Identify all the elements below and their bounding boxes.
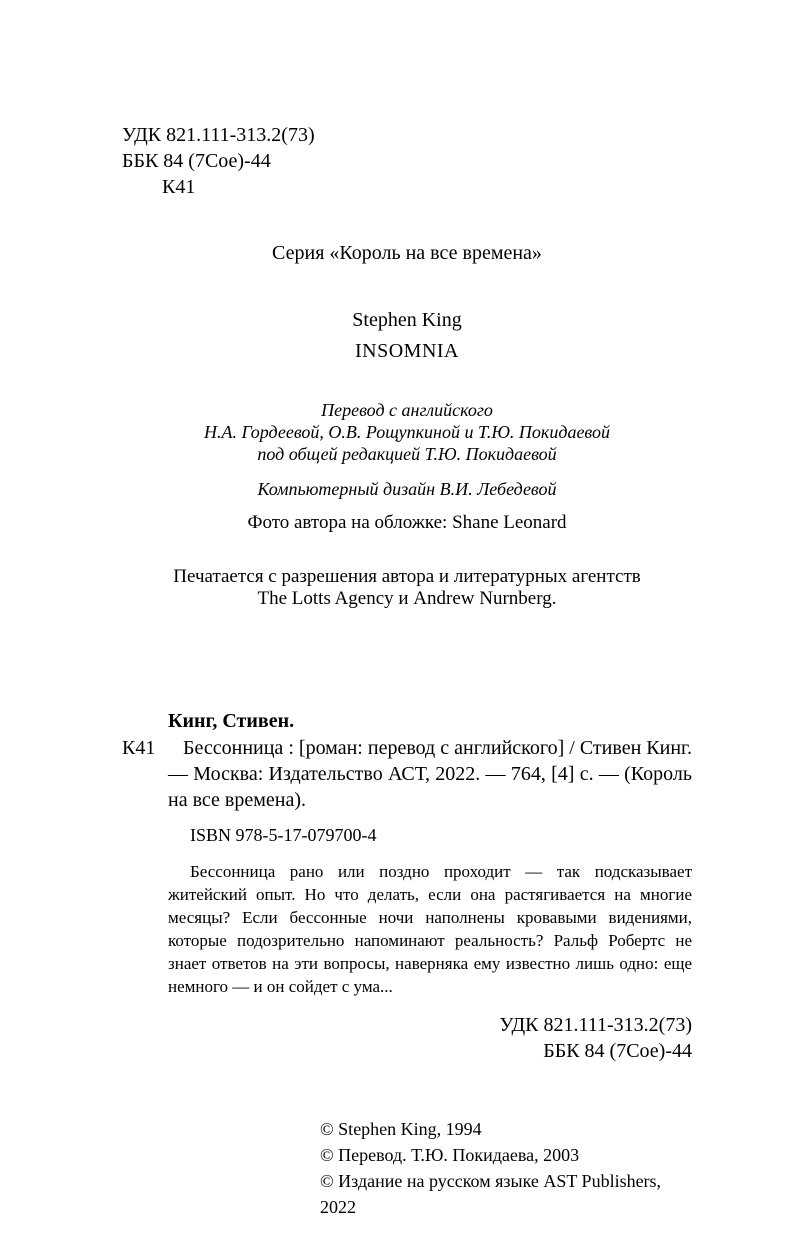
series-title: Серия «Король на все времена» xyxy=(272,242,542,264)
book-title: INSOMNIA xyxy=(355,340,459,362)
catalog-card xyxy=(122,710,692,1064)
isbn-number: ISBN 978-5-17-079700-4 xyxy=(190,825,377,845)
copyright-block xyxy=(320,1116,692,1220)
author-name: Stephen King xyxy=(352,309,462,331)
bibliographic-codes-top xyxy=(122,122,692,200)
copyright-line-translation: © Перевод. Т.Ю. Покидаева, 2003 xyxy=(320,1145,580,1165)
translation-line-3: под общей редакцией Т.Ю. Покидаевой xyxy=(257,444,557,464)
copyright-line-author: © Stephen King, 1994 xyxy=(320,1119,482,1139)
udk-code-bottom: УДК 821.111-313.2(73) xyxy=(499,1014,692,1036)
catalog-entry-row xyxy=(122,735,692,813)
udk-code-top: УДК 821.111-313.2(73) xyxy=(122,124,315,146)
translation-line-2: Н.А. Гордеевой, О.В. Рощупкиной и Т.Ю. Покидаевой xyxy=(203,422,611,442)
k41-code-catalog: К41 xyxy=(122,737,156,759)
copyright-line-publisher: © Издание на русском языке AST Publishers, 2022 xyxy=(320,1171,662,1217)
bbk-code-top: ББК 84 (7Сое)-44 xyxy=(122,150,271,172)
permission-note xyxy=(122,566,692,610)
k41-code-top: К41 xyxy=(162,176,196,198)
photo-credit: Фото автора на обложке: Shane Leonard xyxy=(247,512,567,533)
catalog-author-heading: Кинг, Стивен. xyxy=(168,710,295,732)
bibliographic-codes-bottom xyxy=(122,1012,692,1064)
annotation-text: Бессонница рано или поздно проходит — так подсказывает житейский опыт. Но что делать, если она растягивается на многие месяцы? Если бессонные ночи наполнены кровавыми видениями, которые подозрительно напоминают реальность? Ральф Робертс не знает ответов на эти вопросы, наверняка ему известно лишь одно: еще немного — и он сойдет с ума... xyxy=(168,862,692,996)
translation-line-1: Перевод с английского xyxy=(321,400,493,420)
catalog-entry-text: Бессонница : [роман: перевод с английского] / Стивен Кинг. — Москва: Издательство АСТ, 2022. — 764, [4] с. — (Король на все времена). xyxy=(168,737,692,811)
permission-line-1: Печатается с разрешения автора и литературных агентств xyxy=(173,566,641,587)
permission-line-2: The Lotts Agency и Andrew Nurnberg. xyxy=(257,588,557,609)
design-credit: Компьютерный дизайн В.И. Лебедевой xyxy=(257,479,557,499)
translation-credits xyxy=(122,399,692,465)
bbk-code-bottom: ББК 84 (7Сое)-44 xyxy=(543,1040,692,1062)
